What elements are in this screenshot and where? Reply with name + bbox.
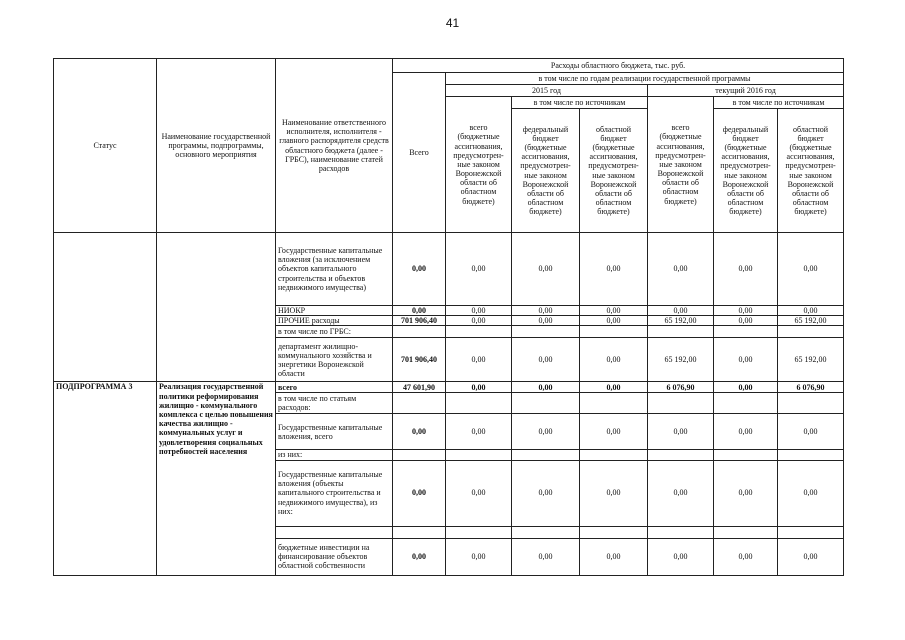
value-2015-regional: 0,00: [580, 538, 648, 575]
value-2015-all: 0,00: [446, 338, 512, 382]
value-2015-federal: 0,00: [512, 538, 580, 575]
value-2015-regional: 0,00: [580, 316, 648, 326]
row-name: Государственные капитальные вложения, всего: [276, 414, 393, 450]
value-2016-federal: 0,00: [714, 382, 778, 393]
header-total: Всего: [393, 73, 446, 233]
program-cell: [157, 233, 276, 382]
row-name: всего: [276, 382, 393, 393]
value-2016-federal: 0,00: [714, 233, 778, 306]
budget-table: [53, 58, 844, 576]
program-cell: Реализация государственной политики реформирования жилищно - коммунального комплекса с целью повышения качества жилищно - коммунальных услуг и удовлетворения социальных потребностей населения: [157, 382, 276, 575]
value-2016-regional: 6 076,90: [778, 382, 844, 393]
value-2015-all: 0,00: [446, 306, 512, 316]
value-2015-federal: 0,00: [512, 233, 580, 306]
value-2015-all: 0,00: [446, 460, 512, 526]
value-total: 701 906,40: [393, 338, 446, 382]
value-2015-regional: 0,00: [580, 338, 648, 382]
value-2016-regional: 0,00: [778, 460, 844, 526]
header-2015-federal: федеральный бюджет (бюджетные ассигнования, предусмотрен-ные законом Воронежской области об областном бюджете): [512, 109, 580, 233]
value-total: 0,00: [393, 306, 446, 316]
status-cell: ПОДПРОГРАММА 3: [54, 382, 157, 575]
value-2015-all: 0,00: [446, 538, 512, 575]
value-2016-federal: 0,00: [714, 316, 778, 326]
value-2016-all: 0,00: [648, 306, 714, 316]
value-2015-federal: 0,00: [512, 382, 580, 393]
header-2016-federal: федеральный бюджет (бюджетные ассигнования, предусмотрен-ные законом Воронежской области об областном бюджете): [714, 109, 778, 233]
header-2015-all: всего (бюджетные ассигнования, предусмотрен-ные законом Воронежской области об областном бюджете): [446, 97, 512, 233]
header-2016-all: всего (бюджетные ассигнования, предусмотрен-ные законом Воронежской области об областном бюджете): [648, 97, 714, 233]
value-2015-federal: 0,00: [512, 338, 580, 382]
value-total: 701 906,40: [393, 316, 446, 326]
header-2015-regional: областной бюджет (бюджетные ассигнования, предусмотрен-ные законом Воронежской области об областном бюджете): [580, 109, 648, 233]
row-name: ПРОЧИЕ расходы: [276, 316, 393, 326]
header-year-2016: текущий 2016 год: [648, 85, 844, 97]
value-2015-regional: 0,00: [580, 233, 648, 306]
value-2016-all: 65 192,00: [648, 338, 714, 382]
value-2016-federal: 0,00: [714, 306, 778, 316]
value-total: 0,00: [393, 460, 446, 526]
value-2016-federal: 0,00: [714, 338, 778, 382]
value-2016-all: 0,00: [648, 233, 714, 306]
value-2016-regional: 0,00: [778, 414, 844, 450]
value-total: 0,00: [393, 414, 446, 450]
header-expenses: Расходы областного бюджета, тыс. руб.: [393, 59, 844, 73]
value-2016-all: 0,00: [648, 414, 714, 450]
header-status: Статус: [54, 59, 157, 233]
value-2016-regional: 0,00: [778, 538, 844, 575]
table-row: [54, 233, 844, 306]
value-2016-federal: 0,00: [714, 414, 778, 450]
row-name: в том числе по ГРБС:: [276, 326, 393, 338]
row-name: департамент жилищно-коммунального хозяйства и энергетики Воронежской области: [276, 338, 393, 382]
row-name: Государственные капитальные вложения (за исключением объектов капитального строительства и объектов недвижимого имущества): [276, 233, 393, 306]
table-row: [54, 382, 844, 393]
value-2015-all: 0,00: [446, 382, 512, 393]
value-2015-regional: 0,00: [580, 414, 648, 450]
value-2015-all: 0,00: [446, 233, 512, 306]
header-by-years: в том числе по годам реализации государственной программы: [446, 73, 844, 85]
value-2015-regional: 0,00: [580, 382, 648, 393]
value-total: 0,00: [393, 233, 446, 306]
header-year-2015: 2015 год: [446, 85, 648, 97]
row-name: в том числе по статьям расходов:: [276, 393, 393, 414]
header-2015-by-sources: в том числе по источникам: [512, 97, 648, 109]
value-2016-regional: 0,00: [778, 233, 844, 306]
value-2015-federal: 0,00: [512, 306, 580, 316]
value-2015-federal: 0,00: [512, 414, 580, 450]
value-2015-regional: 0,00: [580, 306, 648, 316]
value-2016-all: 65 192,00: [648, 316, 714, 326]
header-2016-regional: областной бюджет (бюджетные ассигнования, предусмотрен-ные законом Воронежской области об областном бюджете): [778, 109, 844, 233]
row-name: бюджетные инвестиции на финансирование объектов областной собственности: [276, 538, 393, 575]
row-name: [276, 526, 393, 538]
header-grbs: Наименование ответственного исполнителя, исполнителя - главного распорядителя средств областного бюджета (далее - ГРБС), наименование статей расходов: [276, 59, 393, 233]
row-name: Государственные капитальные вложения (объекты капитального строительства и недвижимого имущества), из них:: [276, 460, 393, 526]
value-2015-federal: 0,00: [512, 316, 580, 326]
page-number: 41: [445, 16, 460, 30]
value-2016-regional: 65 192,00: [778, 338, 844, 382]
value-2015-federal: 0,00: [512, 460, 580, 526]
header-2016-by-sources: в том числе по источникам: [714, 97, 844, 109]
value-total: 47 601,90: [393, 382, 446, 393]
value-2016-regional: 65 192,00: [778, 316, 844, 326]
value-2015-all: 0,00: [446, 414, 512, 450]
value-2015-regional: 0,00: [580, 460, 648, 526]
value-2016-regional: 0,00: [778, 306, 844, 316]
value-2016-all: 0,00: [648, 460, 714, 526]
value-2016-federal: 0,00: [714, 538, 778, 575]
status-cell: [54, 233, 157, 382]
value-2016-all: 6 076,90: [648, 382, 714, 393]
value-total: 0,00: [393, 538, 446, 575]
value-2016-federal: 0,00: [714, 460, 778, 526]
value-2015-all: 0,00: [446, 316, 512, 326]
header-program-name: Наименование государственной программы, подпрограммы, основного мероприятия: [157, 59, 276, 233]
value-2016-all: 0,00: [648, 538, 714, 575]
row-name: НИОКР: [276, 306, 393, 316]
row-name: из них:: [276, 450, 393, 460]
